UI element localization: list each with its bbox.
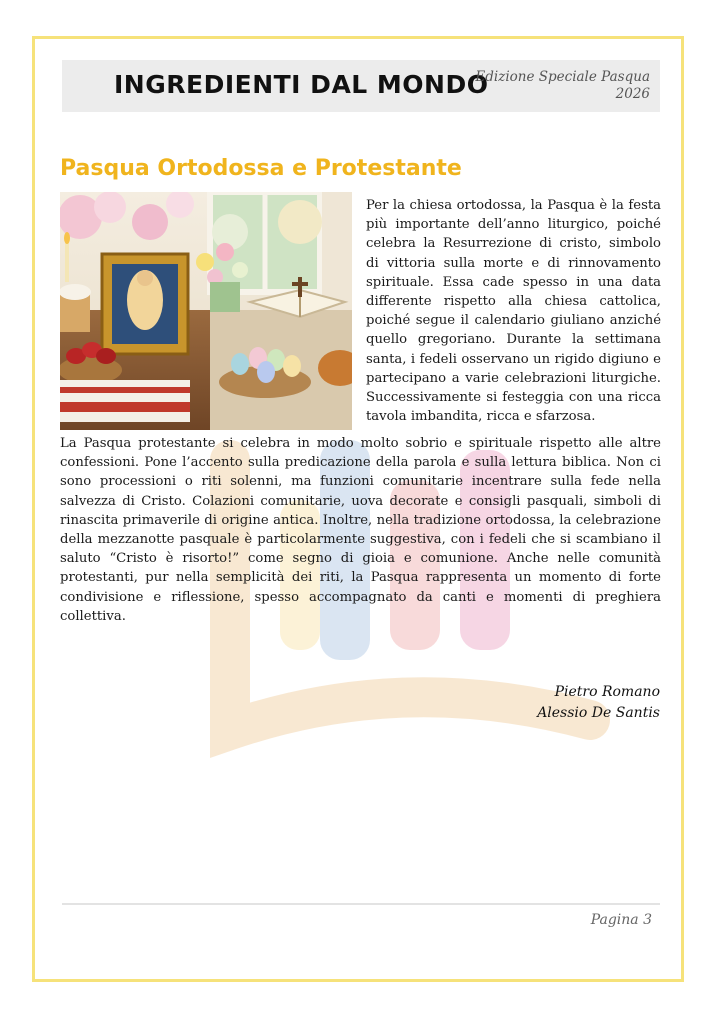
article-title: Pasqua Ortodossa e Protestante [60, 156, 462, 181]
edition-year: 2026 [615, 86, 650, 102]
author-name: Alessio De Santis [537, 705, 660, 721]
magazine-header [62, 60, 660, 112]
edition-line-1: Edizione Speciale Pasqua [475, 69, 650, 85]
edition-label [475, 69, 650, 103]
article-body-paragraph: La Pasqua protestante si celebra in modo molto sobrio e spirituale rispetto alle altre confessioni. Pone l’accento sulla predicazione della parola e sulla lettura biblica. Non ci sono processioni o riti solenni, ma funzioni comunitarie incentrare sulla fede nella salvezza di Cristo. Colazioni comunitarie, uova decorate e consigli pasquali, simboli di rinascita primaverile di origine antica. Inoltre, nella tradizione ortodossa, la celebrazione della mezzanotte pasquale è particolarmente suggestiva, con i fedeli che si scambiano il saluto “Cristo è risorto!” come segno di gioia e comunione. Anche nelle comunità protestanti, pur nella semplicità dei riti, la Pasqua rappresenta un momento di forte condivisione e riflessione, spesso accompagnato da canti e momenti di preghiera collettiva. [60, 436, 661, 624]
magazine-title: INGREDIENTI DAL MONDO [114, 70, 489, 99]
article-column-paragraph: Per la chiesa ortodossa, la Pasqua è la festa più importante dell’anno liturgico, poiché celebra la Resurrezione di cristo, simbolo di vittoria sulla morte e di rinnovamento spirituale. Essa cade spesso in una data differente rispetto alla chiesa cattolica, poiché segue il calendario giuliano anziché quello gregoriano. Durante la settimana santa, i fedeli osservano un rigido digiuno e partecipano a varie celebrazioni liturgiche. Successivamente si festeggia con una ricca tavola imbandita, ricca e sfarzosa. [366, 198, 661, 425]
author-name: Pietro Romano [554, 684, 660, 700]
page-number: Pagina 3 [590, 912, 652, 928]
easter-table-photo [60, 192, 352, 430]
footer-divider [62, 903, 660, 905]
